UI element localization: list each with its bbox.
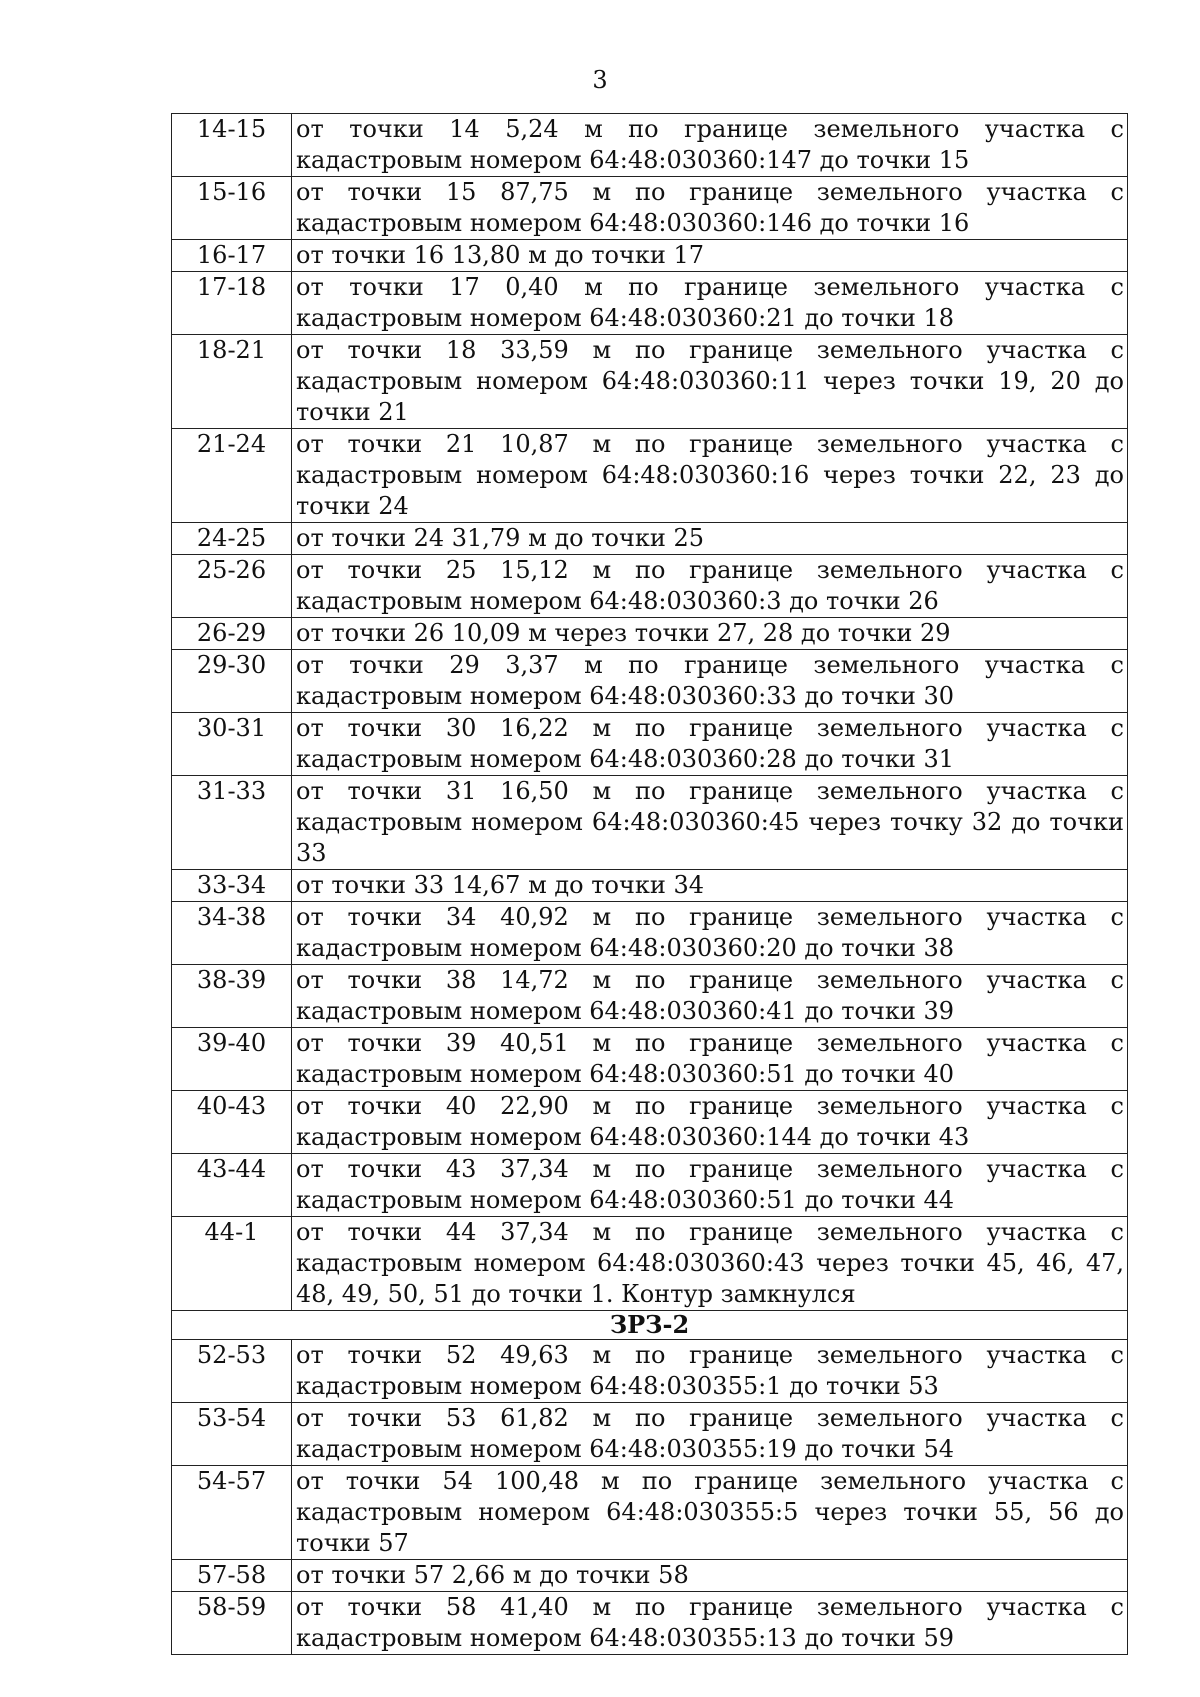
segment-cell: 44-1 [172, 1217, 292, 1311]
table-row [172, 1028, 1128, 1091]
description-cell: от точки 38 14,72 м по границе земельного участка с кадастровым номером 64:48:030360:41 до точки 39 [292, 965, 1128, 1028]
table-row [172, 1091, 1128, 1154]
segment-cell: 43-44 [172, 1154, 292, 1217]
description-cell: от точки 26 10,09 м через точки 27, 28 до точки 29 [292, 618, 1128, 650]
table-row [172, 1154, 1128, 1217]
segment-cell: 53-54 [172, 1403, 292, 1466]
segment-cell: 21-24 [172, 429, 292, 523]
description-cell: от точки 14 5,24 м по границе земельного участка с кадастровым номером 64:48:030360:147 до точки 15 [292, 114, 1128, 177]
segment-cell: 40-43 [172, 1091, 292, 1154]
segment-cell: 26-29 [172, 618, 292, 650]
description-cell: от точки 18 33,59 м по границе земельного участка с кадастровым номером 64:48:030360:11 через точки 19, 20 до точки 21 [292, 335, 1128, 429]
table-row [172, 240, 1128, 272]
table-row [172, 272, 1128, 335]
table-row [172, 1403, 1128, 1466]
description-cell: от точки 58 41,40 м по границе земельного участка с кадастровым номером 64:48:030355:13 до точки 59 [292, 1592, 1128, 1655]
description-cell: от точки 34 40,92 м по границе земельного участка с кадастровым номером 64:48:030360:20 до точки 38 [292, 902, 1128, 965]
description-cell: от точки 25 15,12 м по границе земельного участка с кадастровым номером 64:48:030360:3 до точки 26 [292, 555, 1128, 618]
description-cell: от точки 24 31,79 м до точки 25 [292, 523, 1128, 555]
segment-cell: 30-31 [172, 713, 292, 776]
description-cell: от точки 40 22,90 м по границе земельного участка с кадастровым номером 64:48:030360:144 до точки 43 [292, 1091, 1128, 1154]
description-cell: от точки 57 2,66 м до точки 58 [292, 1560, 1128, 1592]
description-cell: от точки 17 0,40 м по границе земельного участка с кадастровым номером 64:48:030360:21 до точки 18 [292, 272, 1128, 335]
table-row [172, 1217, 1128, 1311]
table-row [172, 523, 1128, 555]
table-row [172, 902, 1128, 965]
table-row [172, 965, 1128, 1028]
segment-cell: 14-15 [172, 114, 292, 177]
segment-cell: 38-39 [172, 965, 292, 1028]
description-cell: от точки 29 3,37 м по границе земельного участка с кадастровым номером 64:48:030360:33 до точки 30 [292, 650, 1128, 713]
segment-cell: 52-53 [172, 1340, 292, 1403]
table-row [172, 1340, 1128, 1403]
segment-cell: 25-26 [172, 555, 292, 618]
table-row [172, 1592, 1128, 1655]
segment-cell: 34-38 [172, 902, 292, 965]
description-cell: от точки 43 37,34 м по границе земельного участка с кадастровым номером 64:48:030360:51 до точки 44 [292, 1154, 1128, 1217]
segment-cell: 54-57 [172, 1466, 292, 1560]
segment-cell: 24-25 [172, 523, 292, 555]
table-row [172, 776, 1128, 870]
segment-cell: 57-58 [172, 1560, 292, 1592]
description-cell: от точки 52 49,63 м по границе земельного участка с кадастровым номером 64:48:030355:1 до точки 53 [292, 1340, 1128, 1403]
table-row [172, 114, 1128, 177]
table-row [172, 335, 1128, 429]
segment-cell: 39-40 [172, 1028, 292, 1091]
description-cell: от точки 16 13,80 м до точки 17 [292, 240, 1128, 272]
description-cell: от точки 30 16,22 м по границе земельного участка с кадастровым номером 64:48:030360:28 до точки 31 [292, 713, 1128, 776]
table-row [172, 429, 1128, 523]
description-cell: от точки 54 100,48 м по границе земельного участка с кадастровым номером 64:48:030355:5 через точки 55, 56 до точки 57 [292, 1466, 1128, 1560]
description-cell: от точки 21 10,87 м по границе земельного участка с кадастровым номером 64:48:030360:16 через точки 22, 23 до точки 24 [292, 429, 1128, 523]
table-row [172, 650, 1128, 713]
description-cell: от точки 15 87,75 м по границе земельного участка с кадастровым номером 64:48:030360:146 до точки 16 [292, 177, 1128, 240]
table-row [172, 618, 1128, 650]
segment-cell: 15-16 [172, 177, 292, 240]
table-row [172, 555, 1128, 618]
description-cell: от точки 53 61,82 м по границе земельного участка с кадастровым номером 64:48:030355:19 до точки 54 [292, 1403, 1128, 1466]
segment-cell: 18-21 [172, 335, 292, 429]
description-cell: от точки 44 37,34 м по границе земельного участка с кадастровым номером 64:48:030360:43 через точки 45, 46, 47, 48, 49, 50, 51 до точки 1. Контур замкнулся [292, 1217, 1128, 1311]
table-row [172, 1560, 1128, 1592]
segment-cell: 29-30 [172, 650, 292, 713]
description-cell: от точки 33 14,67 м до точки 34 [292, 870, 1128, 902]
segment-cell: 58-59 [172, 1592, 292, 1655]
table-row [172, 1466, 1128, 1560]
table-row [172, 177, 1128, 240]
zone-header-row [172, 1311, 1128, 1340]
boundary-description-table [171, 113, 1128, 1655]
page-number: 3 [592, 66, 608, 94]
zone-title: ЗРЗ-2 [172, 1311, 1128, 1340]
description-cell: от точки 39 40,51 м по границе земельного участка с кадастровым номером 64:48:030360:51 до точки 40 [292, 1028, 1128, 1091]
segment-cell: 33-34 [172, 870, 292, 902]
segment-cell: 31-33 [172, 776, 292, 870]
table-row [172, 870, 1128, 902]
segment-cell: 16-17 [172, 240, 292, 272]
description-cell: от точки 31 16,50 м по границе земельного участка с кадастровым номером 64:48:030360:45 через точку 32 до точки 33 [292, 776, 1128, 870]
table-row [172, 713, 1128, 776]
segment-cell: 17-18 [172, 272, 292, 335]
